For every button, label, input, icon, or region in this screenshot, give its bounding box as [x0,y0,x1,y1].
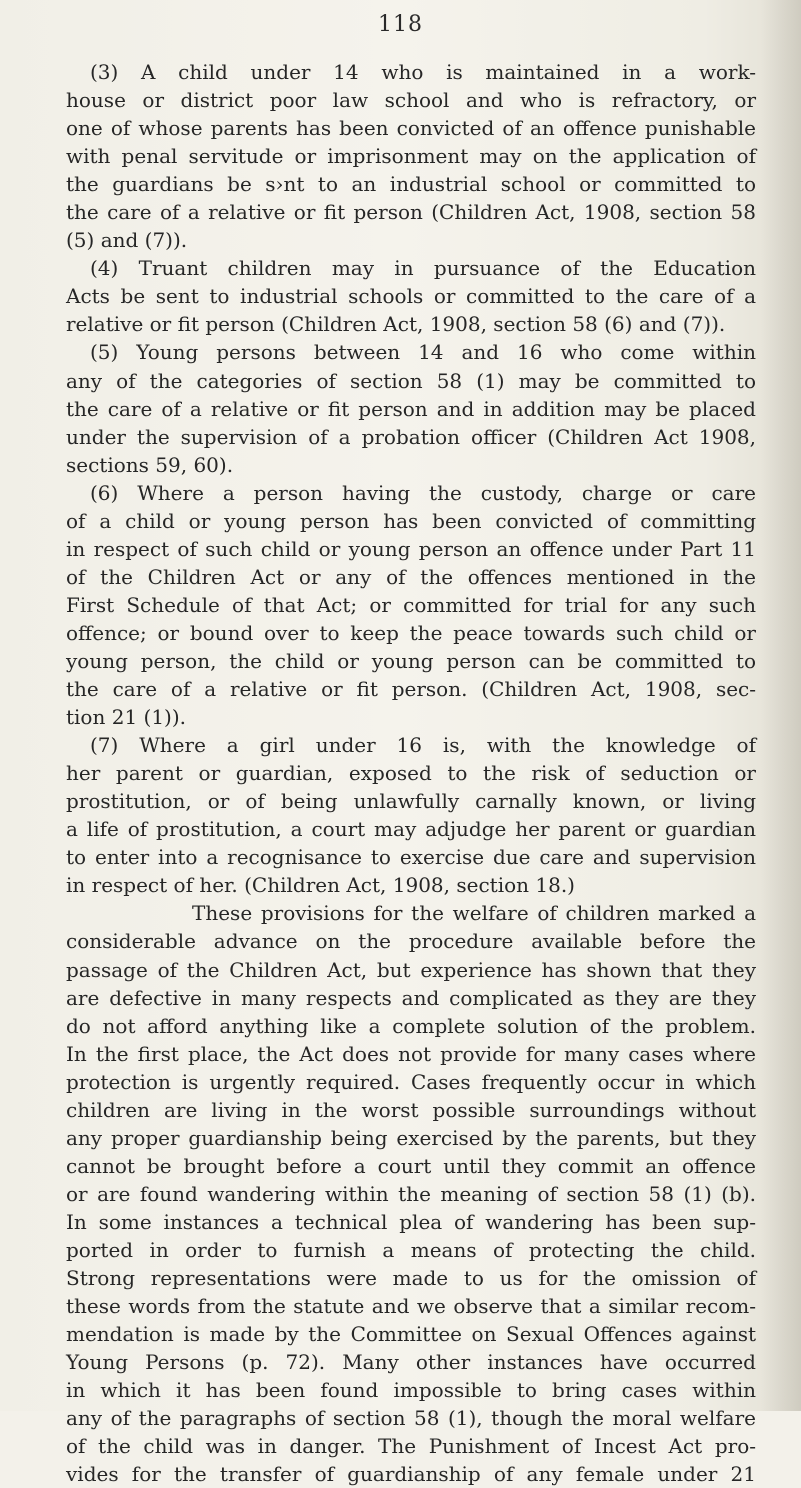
text-line: the care of a relative or fit person. (Children Act, 1908, sec- [66,677,756,702]
text-line: Acts be sent to industrial schools or committed to the care of a [66,284,756,309]
text-line: mendation is made by the Committee on Sexual Offences against [66,1322,756,1347]
text-line: in respect of such child or young person an offence under Part 11 [66,536,756,561]
text-line: of the child was in danger. The Punishment of Incest Act pro- [66,1434,756,1459]
text-line: vides for the transfer of guardianship of any female under 21 [66,1462,756,1487]
text-line: passage of the Children Act, but experience has shown that they [66,957,756,982]
text-line: Young Persons (p. 72). Many other instances have occurred [66,1350,756,1375]
text-line: First Schedule of that Act; or committed for trial for any such [66,592,756,617]
text-line: with penal servitude or imprisonment may on the application of [66,144,756,169]
text-line: do not afford anything like a complete solution of the problem. [66,1013,756,1038]
text-line: In the first place, the Act does not provide for many cases where [66,1041,756,1066]
text-line: or are found wandering within the meaning of section 58 (1) (b). [66,1181,756,1206]
text-line: under the supervision of a probation officer (Children Act 1908, [66,424,756,449]
text-line: any of the categories of section 58 (1) may be committed to [66,368,756,393]
text-line: sections 59, 60). [66,452,234,477]
text-line: prostitution, or of being unlawfully carnally known, or living [66,789,756,814]
text-line: of a child or young person has been convicted of committing [66,508,756,533]
text-line: (5) and (7)). [66,228,188,253]
text-line: to enter into a recognisance to exercise due care and supervision [66,845,756,870]
text-line: In some instances a technical plea of wandering has been sup- [66,1209,756,1234]
text-line: (5) Young persons between 14 and 16 who come within [90,340,756,365]
text-line: a life of prostitution, a court may adjudge her parent or guardian [66,817,756,842]
text-line: considerable advance on the procedure available before the [66,929,756,954]
page-number: 118 [378,12,423,37]
text-line: These provisions for the welfare of children marked a [192,901,756,926]
text-line: house or district poor law school and who is refractory, or [66,88,756,113]
text-line: are defective in many respects and complicated as they are they [66,985,756,1010]
text-line: her parent or guardian, exposed to the risk of seduction or [66,761,756,786]
text-line: the care of a relative or fit person and in addition may be placed [66,396,756,421]
body-text [66,58,756,1488]
text-line: (6) Where a person having the custody, charge or care [90,480,756,505]
text-line: one of whose parents has been convicted of an offence punishable [66,116,756,141]
text-line: offence; or bound over to keep the peace towards such child or [66,620,756,645]
text-line: any proper guardianship being exercised by the parents, but they [66,1125,756,1150]
text-line: children are living in the worst possible surroundings without [66,1097,756,1122]
text-line: (3) A child under 14 who is maintained in a work- [90,60,756,84]
text-line: cannot be brought before a court until they commit an offence [66,1153,756,1178]
text-line: the guardians be s›nt to an industrial school or committed to [66,172,756,197]
text-line: relative or fit person (Children Act, 1908, section 58 (6) and (7)). [66,312,726,337]
text-line: Strong representations were made to us for the omission of [66,1266,756,1291]
text-line: of the Children Act or any of the offences mentioned in the [66,564,756,589]
text-line: protection is urgently required. Cases frequently occur in which [66,1069,756,1094]
text-line: tion 21 (1)). [66,705,187,730]
text-line: in respect of her. (Children Act, 1908, section 18.) [66,873,575,898]
text-line: any of the paragraphs of section 58 (1), though the moral welfare [66,1406,756,1431]
text-line: the care of a relative or fit person (Children Act, 1908, section 58 [66,200,756,225]
text-line: (7) Where a girl under 16 is, with the knowledge of [90,733,756,758]
text-line: in which it has been found impossible to bring cases within [66,1378,756,1403]
text-line: these words from the statute and we observe that a similar recom- [66,1294,756,1319]
page-edge-shadow [761,0,801,1411]
text-line: (4) Truant children may in pursuance of the Education [90,256,756,281]
text-line: ported in order to furnish a means of protecting the child. [66,1237,756,1262]
text-line: young person, the child or young person can be committed to [66,648,756,673]
